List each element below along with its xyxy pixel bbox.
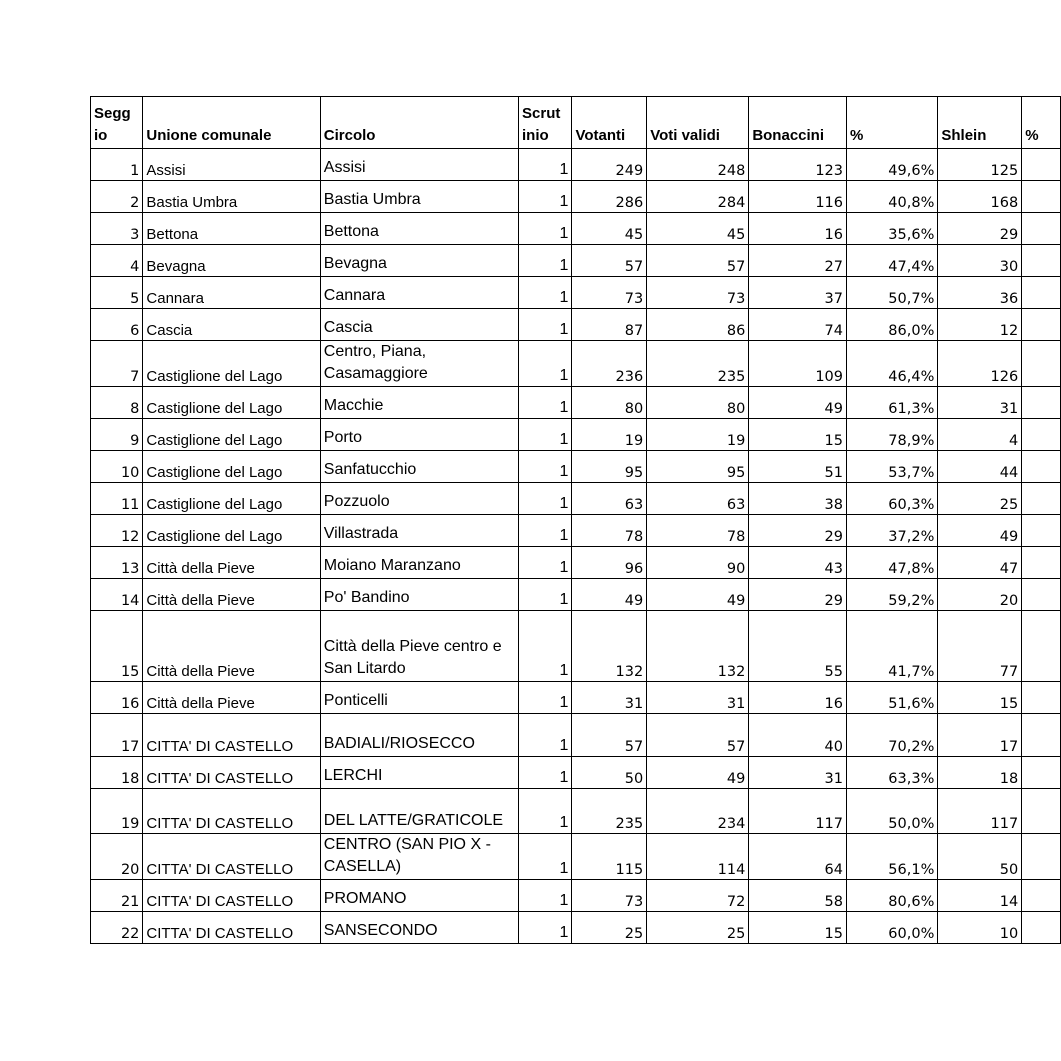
table-row bbox=[91, 757, 1061, 789]
cell-voti-validi: 31 bbox=[647, 682, 749, 714]
table-row bbox=[91, 682, 1061, 714]
cell-voti-validi: 57 bbox=[647, 245, 749, 277]
cell-voti-validi: 78 bbox=[647, 515, 749, 547]
cell-pct-bonaccini: 80,6% bbox=[847, 880, 938, 912]
cell-scrutinio: 1 bbox=[519, 181, 572, 213]
cell-votanti: 73 bbox=[572, 277, 647, 309]
cell-bonaccini: 38 bbox=[749, 483, 847, 515]
cell-circolo: Bevagna bbox=[320, 245, 518, 277]
cell-seggio: 13 bbox=[91, 547, 143, 579]
cell-shlein: 18 bbox=[938, 757, 1022, 789]
cell-pct-shlein bbox=[1022, 245, 1061, 277]
cell-shlein: 47 bbox=[938, 547, 1022, 579]
cell-circolo: DEL LATTE/GRATICOLE bbox=[320, 789, 518, 834]
cell-bonaccini: 29 bbox=[749, 515, 847, 547]
cell-shlein: 12 bbox=[938, 309, 1022, 341]
table-row bbox=[91, 309, 1061, 341]
cell-scrutinio: 1 bbox=[519, 451, 572, 483]
cell-bonaccini: 15 bbox=[749, 912, 847, 944]
cell-scrutinio: 1 bbox=[519, 834, 572, 880]
cell-pct-bonaccini: 70,2% bbox=[847, 714, 938, 757]
cell-seggio: 10 bbox=[91, 451, 143, 483]
cell-seggio: 12 bbox=[91, 515, 143, 547]
cell-scrutinio: 1 bbox=[519, 547, 572, 579]
cell-unione: CITTA' DI CASTELLO bbox=[143, 757, 320, 789]
cell-unione: Castiglione del Lago bbox=[143, 483, 320, 515]
cell-votanti: 25 bbox=[572, 912, 647, 944]
cell-pct-bonaccini: 53,7% bbox=[847, 451, 938, 483]
cell-votanti: 80 bbox=[572, 387, 647, 419]
cell-unione: Città della Pieve bbox=[143, 682, 320, 714]
table-row bbox=[91, 611, 1061, 682]
cell-votanti: 57 bbox=[572, 714, 647, 757]
table-row bbox=[91, 789, 1061, 834]
header-shlein: Shlein bbox=[938, 97, 1022, 149]
cell-voti-validi: 95 bbox=[647, 451, 749, 483]
cell-votanti: 57 bbox=[572, 245, 647, 277]
cell-pct-bonaccini: 60,0% bbox=[847, 912, 938, 944]
cell-pct-shlein bbox=[1022, 547, 1061, 579]
table-row bbox=[91, 515, 1061, 547]
cell-pct-shlein bbox=[1022, 483, 1061, 515]
cell-scrutinio: 1 bbox=[519, 912, 572, 944]
cell-seggio: 21 bbox=[91, 880, 143, 912]
cell-pct-bonaccini: 37,2% bbox=[847, 515, 938, 547]
cell-voti-validi: 49 bbox=[647, 579, 749, 611]
cell-scrutinio: 1 bbox=[519, 419, 572, 451]
cell-scrutinio: 1 bbox=[519, 245, 572, 277]
cell-seggio: 8 bbox=[91, 387, 143, 419]
cell-pct-shlein bbox=[1022, 181, 1061, 213]
cell-voti-validi: 90 bbox=[647, 547, 749, 579]
cell-voti-validi: 19 bbox=[647, 419, 749, 451]
cell-seggio: 20 bbox=[91, 834, 143, 880]
cell-votanti: 96 bbox=[572, 547, 647, 579]
cell-votanti: 31 bbox=[572, 682, 647, 714]
cell-unione: CITTA' DI CASTELLO bbox=[143, 912, 320, 944]
cell-unione: CITTA' DI CASTELLO bbox=[143, 834, 320, 880]
cell-shlein: 168 bbox=[938, 181, 1022, 213]
cell-shlein: 125 bbox=[938, 149, 1022, 181]
table-row bbox=[91, 834, 1061, 880]
cell-scrutinio: 1 bbox=[519, 387, 572, 419]
cell-shlein: 14 bbox=[938, 880, 1022, 912]
cell-unione: Cascia bbox=[143, 309, 320, 341]
cell-circolo: SANSECONDO bbox=[320, 912, 518, 944]
cell-pct-bonaccini: 78,9% bbox=[847, 419, 938, 451]
header-pct-shlein: % bbox=[1022, 97, 1061, 149]
cell-scrutinio: 1 bbox=[519, 309, 572, 341]
cell-unione: Bastia Umbra bbox=[143, 181, 320, 213]
cell-pct-bonaccini: 41,7% bbox=[847, 611, 938, 682]
cell-bonaccini: 16 bbox=[749, 213, 847, 245]
cell-bonaccini: 49 bbox=[749, 387, 847, 419]
cell-shlein: 4 bbox=[938, 419, 1022, 451]
cell-pct-shlein bbox=[1022, 880, 1061, 912]
cell-pct-shlein bbox=[1022, 682, 1061, 714]
cell-pct-shlein bbox=[1022, 834, 1061, 880]
cell-unione: Castiglione del Lago bbox=[143, 451, 320, 483]
cell-unione: Bettona bbox=[143, 213, 320, 245]
cell-pct-bonaccini: 59,2% bbox=[847, 579, 938, 611]
cell-bonaccini: 55 bbox=[749, 611, 847, 682]
cell-shlein: 25 bbox=[938, 483, 1022, 515]
header-votanti: Votanti bbox=[572, 97, 647, 149]
cell-circolo: Cascia bbox=[320, 309, 518, 341]
cell-pct-bonaccini: 47,4% bbox=[847, 245, 938, 277]
cell-votanti: 87 bbox=[572, 309, 647, 341]
table-row bbox=[91, 387, 1061, 419]
cell-scrutinio: 1 bbox=[519, 277, 572, 309]
cell-votanti: 63 bbox=[572, 483, 647, 515]
cell-unione: Castiglione del Lago bbox=[143, 419, 320, 451]
cell-seggio: 19 bbox=[91, 789, 143, 834]
cell-bonaccini: 27 bbox=[749, 245, 847, 277]
cell-scrutinio: 1 bbox=[519, 515, 572, 547]
cell-seggio: 6 bbox=[91, 309, 143, 341]
results-table bbox=[90, 96, 1061, 944]
cell-votanti: 45 bbox=[572, 213, 647, 245]
cell-circolo: Centro, Piana, Casamaggiore bbox=[320, 341, 518, 387]
cell-voti-validi: 235 bbox=[647, 341, 749, 387]
table-row bbox=[91, 880, 1061, 912]
cell-pct-bonaccini: 86,0% bbox=[847, 309, 938, 341]
cell-pct-bonaccini: 60,3% bbox=[847, 483, 938, 515]
cell-unione: CITTA' DI CASTELLO bbox=[143, 714, 320, 757]
cell-votanti: 235 bbox=[572, 789, 647, 834]
cell-circolo: Bastia Umbra bbox=[320, 181, 518, 213]
cell-voti-validi: 114 bbox=[647, 834, 749, 880]
cell-scrutinio: 1 bbox=[519, 757, 572, 789]
cell-scrutinio: 1 bbox=[519, 579, 572, 611]
header-unione: Unione comunale bbox=[143, 97, 320, 149]
cell-pct-shlein bbox=[1022, 714, 1061, 757]
cell-seggio: 1 bbox=[91, 149, 143, 181]
cell-unione: Bevagna bbox=[143, 245, 320, 277]
table-row bbox=[91, 912, 1061, 944]
cell-unione: Castiglione del Lago bbox=[143, 387, 320, 419]
header-scrutinio: Scrut inio bbox=[519, 97, 572, 149]
cell-shlein: 50 bbox=[938, 834, 1022, 880]
header-circolo: Circolo bbox=[320, 97, 518, 149]
cell-circolo: Villastrada bbox=[320, 515, 518, 547]
cell-unione: Cannara bbox=[143, 277, 320, 309]
cell-votanti: 78 bbox=[572, 515, 647, 547]
cell-circolo: Città della Pieve centro e San Litardo bbox=[320, 611, 518, 682]
cell-bonaccini: 40 bbox=[749, 714, 847, 757]
cell-votanti: 286 bbox=[572, 181, 647, 213]
cell-circolo: Pozzuolo bbox=[320, 483, 518, 515]
cell-pct-bonaccini: 51,6% bbox=[847, 682, 938, 714]
cell-circolo: LERCHI bbox=[320, 757, 518, 789]
cell-voti-validi: 248 bbox=[647, 149, 749, 181]
table-row bbox=[91, 213, 1061, 245]
cell-pct-bonaccini: 63,3% bbox=[847, 757, 938, 789]
cell-unione: CITTA' DI CASTELLO bbox=[143, 880, 320, 912]
cell-seggio: 15 bbox=[91, 611, 143, 682]
cell-seggio: 3 bbox=[91, 213, 143, 245]
cell-pct-bonaccini: 61,3% bbox=[847, 387, 938, 419]
cell-bonaccini: 51 bbox=[749, 451, 847, 483]
cell-seggio: 4 bbox=[91, 245, 143, 277]
cell-bonaccini: 74 bbox=[749, 309, 847, 341]
cell-pct-bonaccini: 47,8% bbox=[847, 547, 938, 579]
cell-seggio: 14 bbox=[91, 579, 143, 611]
cell-pct-bonaccini: 46,4% bbox=[847, 341, 938, 387]
cell-shlein: 10 bbox=[938, 912, 1022, 944]
cell-voti-validi: 63 bbox=[647, 483, 749, 515]
cell-voti-validi: 25 bbox=[647, 912, 749, 944]
cell-circolo: CENTRO (SAN PIO X - CASELLA) bbox=[320, 834, 518, 880]
cell-voti-validi: 284 bbox=[647, 181, 749, 213]
cell-pct-shlein bbox=[1022, 757, 1061, 789]
cell-bonaccini: 29 bbox=[749, 579, 847, 611]
cell-circolo: PROMANO bbox=[320, 880, 518, 912]
cell-unione: Città della Pieve bbox=[143, 611, 320, 682]
table-row bbox=[91, 277, 1061, 309]
table-row bbox=[91, 547, 1061, 579]
cell-unione: Assisi bbox=[143, 149, 320, 181]
cell-shlein: 17 bbox=[938, 714, 1022, 757]
cell-scrutinio: 1 bbox=[519, 880, 572, 912]
cell-bonaccini: 37 bbox=[749, 277, 847, 309]
table-row bbox=[91, 451, 1061, 483]
cell-pct-shlein bbox=[1022, 213, 1061, 245]
cell-bonaccini: 64 bbox=[749, 834, 847, 880]
cell-bonaccini: 16 bbox=[749, 682, 847, 714]
cell-shlein: 77 bbox=[938, 611, 1022, 682]
cell-circolo: Ponticelli bbox=[320, 682, 518, 714]
cell-scrutinio: 1 bbox=[519, 789, 572, 834]
cell-circolo: BADIALI/RIOSECCO bbox=[320, 714, 518, 757]
cell-pct-shlein bbox=[1022, 789, 1061, 834]
cell-unione: Città della Pieve bbox=[143, 547, 320, 579]
cell-scrutinio: 1 bbox=[519, 682, 572, 714]
cell-unione: Castiglione del Lago bbox=[143, 515, 320, 547]
cell-seggio: 5 bbox=[91, 277, 143, 309]
cell-pct-shlein bbox=[1022, 579, 1061, 611]
cell-votanti: 249 bbox=[572, 149, 647, 181]
cell-pct-shlein bbox=[1022, 515, 1061, 547]
table-row bbox=[91, 245, 1061, 277]
cell-pct-shlein bbox=[1022, 419, 1061, 451]
cell-seggio: 7 bbox=[91, 341, 143, 387]
cell-bonaccini: 15 bbox=[749, 419, 847, 451]
cell-shlein: 36 bbox=[938, 277, 1022, 309]
cell-pct-shlein bbox=[1022, 451, 1061, 483]
cell-voti-validi: 72 bbox=[647, 880, 749, 912]
cell-pct-bonaccini: 40,8% bbox=[847, 181, 938, 213]
cell-unione: Città della Pieve bbox=[143, 579, 320, 611]
cell-voti-validi: 234 bbox=[647, 789, 749, 834]
cell-shlein: 15 bbox=[938, 682, 1022, 714]
cell-pct-shlein bbox=[1022, 387, 1061, 419]
cell-circolo: Bettona bbox=[320, 213, 518, 245]
table-row bbox=[91, 579, 1061, 611]
cell-votanti: 19 bbox=[572, 419, 647, 451]
cell-shlein: 30 bbox=[938, 245, 1022, 277]
cell-shlein: 31 bbox=[938, 387, 1022, 419]
cell-bonaccini: 31 bbox=[749, 757, 847, 789]
cell-pct-bonaccini: 56,1% bbox=[847, 834, 938, 880]
cell-seggio: 18 bbox=[91, 757, 143, 789]
header-bonaccini: Bonaccini bbox=[749, 97, 847, 149]
cell-votanti: 95 bbox=[572, 451, 647, 483]
table-row bbox=[91, 149, 1061, 181]
cell-scrutinio: 1 bbox=[519, 341, 572, 387]
cell-seggio: 2 bbox=[91, 181, 143, 213]
cell-shlein: 29 bbox=[938, 213, 1022, 245]
header-row bbox=[91, 97, 1061, 149]
cell-scrutinio: 1 bbox=[519, 149, 572, 181]
cell-voti-validi: 57 bbox=[647, 714, 749, 757]
cell-seggio: 22 bbox=[91, 912, 143, 944]
cell-shlein: 126 bbox=[938, 341, 1022, 387]
cell-seggio: 11 bbox=[91, 483, 143, 515]
cell-pct-shlein bbox=[1022, 912, 1061, 944]
cell-voti-validi: 86 bbox=[647, 309, 749, 341]
cell-shlein: 44 bbox=[938, 451, 1022, 483]
header-voti-validi: Voti validi bbox=[647, 97, 749, 149]
cell-pct-bonaccini: 49,6% bbox=[847, 149, 938, 181]
cell-votanti: 132 bbox=[572, 611, 647, 682]
cell-seggio: 17 bbox=[91, 714, 143, 757]
cell-pct-shlein bbox=[1022, 309, 1061, 341]
cell-pct-shlein bbox=[1022, 611, 1061, 682]
cell-circolo: Porto bbox=[320, 419, 518, 451]
cell-votanti: 49 bbox=[572, 579, 647, 611]
cell-votanti: 115 bbox=[572, 834, 647, 880]
cell-circolo: Sanfatucchio bbox=[320, 451, 518, 483]
table-row bbox=[91, 483, 1061, 515]
cell-pct-shlein bbox=[1022, 341, 1061, 387]
cell-unione: CITTA' DI CASTELLO bbox=[143, 789, 320, 834]
cell-voti-validi: 45 bbox=[647, 213, 749, 245]
cell-voti-validi: 132 bbox=[647, 611, 749, 682]
table-row bbox=[91, 341, 1061, 387]
cell-unione: Castiglione del Lago bbox=[143, 341, 320, 387]
cell-shlein: 117 bbox=[938, 789, 1022, 834]
cell-bonaccini: 116 bbox=[749, 181, 847, 213]
cell-pct-bonaccini: 35,6% bbox=[847, 213, 938, 245]
cell-voti-validi: 49 bbox=[647, 757, 749, 789]
cell-seggio: 16 bbox=[91, 682, 143, 714]
cell-bonaccini: 117 bbox=[749, 789, 847, 834]
cell-voti-validi: 80 bbox=[647, 387, 749, 419]
cell-scrutinio: 1 bbox=[519, 483, 572, 515]
cell-voti-validi: 73 bbox=[647, 277, 749, 309]
cell-votanti: 50 bbox=[572, 757, 647, 789]
table-row bbox=[91, 181, 1061, 213]
header-pct-bonaccini: % bbox=[847, 97, 938, 149]
cell-bonaccini: 43 bbox=[749, 547, 847, 579]
cell-circolo: Cannara bbox=[320, 277, 518, 309]
cell-scrutinio: 1 bbox=[519, 714, 572, 757]
cell-bonaccini: 123 bbox=[749, 149, 847, 181]
header-seggio: Segg io bbox=[91, 97, 143, 149]
cell-pct-shlein bbox=[1022, 277, 1061, 309]
cell-scrutinio: 1 bbox=[519, 611, 572, 682]
table-row bbox=[91, 419, 1061, 451]
table-row bbox=[91, 714, 1061, 757]
cell-scrutinio: 1 bbox=[519, 213, 572, 245]
cell-shlein: 20 bbox=[938, 579, 1022, 611]
cell-circolo: Moiano Maranzano bbox=[320, 547, 518, 579]
cell-pct-shlein bbox=[1022, 149, 1061, 181]
cell-pct-bonaccini: 50,0% bbox=[847, 789, 938, 834]
cell-circolo: Assisi bbox=[320, 149, 518, 181]
cell-bonaccini: 109 bbox=[749, 341, 847, 387]
cell-shlein: 49 bbox=[938, 515, 1022, 547]
cell-seggio: 9 bbox=[91, 419, 143, 451]
cell-votanti: 73 bbox=[572, 880, 647, 912]
cell-votanti: 236 bbox=[572, 341, 647, 387]
cell-circolo: Po' Bandino bbox=[320, 579, 518, 611]
cell-pct-bonaccini: 50,7% bbox=[847, 277, 938, 309]
cell-circolo: Macchie bbox=[320, 387, 518, 419]
cell-bonaccini: 58 bbox=[749, 880, 847, 912]
